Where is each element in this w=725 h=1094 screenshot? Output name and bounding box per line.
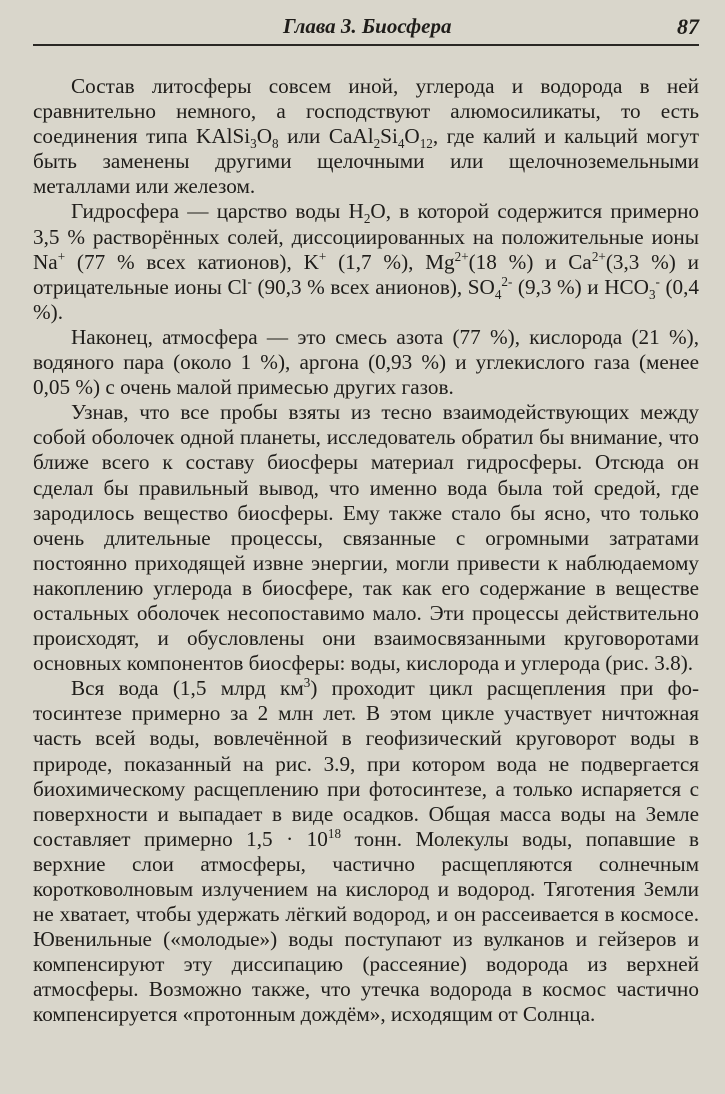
paragraph-hydrosphere: Гидросфера — царство воды $H_2O$, в которой содержится примерно 3,5 % растворённых солей, диссоциированных на положительные ионы Na+ (77 % всех катионов), K+ (1,7 %), $Mg^{2+}(18$ %) и $Ca^{2+}(3,3$ %) и отрицательные ионы Cl- (90,3 % всех анионов), $SO_4^{2-}$ (9,3 %) и $HCO_3^-$ (0,4 %). bbox=[33, 199, 700, 324]
paragraph-atmosphere: Наконец, атмосфера — это смесь азота (77 %), кислорода (21 %), водяного пара (около 1 %), аргона (0,93 %) и углекислого газа (менее 0,05 %) с очень малой примесью других газов. bbox=[33, 324, 699, 400]
paragraph-lithosphere: Состав литосферы совсем иной, углерода и водорода в ней сравнительно немного, а господствуют алюмосиликаты, то есть соединения типа $KAlSi_3O_8$ или $CaAl_2Si_4O_{12}$, где калий и кальций могут быть заменены другими щелочными или щелочноземельными металлами или железом. bbox=[33, 74, 699, 199]
running-head: Глава 3. Биосфера bbox=[283, 14, 452, 38]
paragraph-researcher: Узнав, что все пробы взяты из тесно взаимодействующих между собой оболочек одной планеты, исследователь обратил бы внимание, что ближе всего к составу биосферы материал гидросферы. Отсюда он сделал бы правильный вывод, что именно вода была той средой, где зародилось вещество биосферы. Ему также стало бы ясно, что только очень длительные процессы, связанные с огромными затратами постоянно приходящей извне энергии, могли привести к наблюдаемому накоплению углерода в биосфере, так как его содержание в веществе остальных оболочек несопоставимо мало. Эти процессы действительно происходят, и обусловлены они взаимосвязанными круговоротами основных компонентов биосферы: воды, кислорода и углерода (рис. 3.8). bbox=[33, 400, 699, 676]
page-header bbox=[33, 14, 699, 46]
paragraph-water-cycle: Вся вода (1,5 млрд $км^3$) проходит цикл расщепления при фотосинтезе примерно за 2 млн лет. В этом цикле участвует ничтожная часть всей воды, вовлечённой в геофизический круговорот воды в природе, показанный на рис. 3.9, при котором вода не подвергается биохимическому расщеплению при фотосинтезе, а только испаряется с поверхности и выпадает в виде осадков. Общая масса воды на Земле составляет примерно $1,5 \cdot 10^{18}$ тонн. Молекулы воды, попавшие в верхние слои атмосферы, частично расщепляются солнечным коротковолновым излучением на кислород и водород. Тяготения Земли не хватает, чтобы удержать лёгкий водород, и он рассеивается в космосе. Ювенильные («молодые») воды поступают из вулканов и гейзеров и компенсируют эту диссипацию (рассеяние) водорода из верхней атмосферы. Возможно также, что утечка водорода в космос частично компенсируется «протонным дождём», исходящим от Солнца. bbox=[33, 675, 700, 1027]
page-body bbox=[33, 74, 699, 1028]
page-number: 87 bbox=[677, 14, 699, 39]
